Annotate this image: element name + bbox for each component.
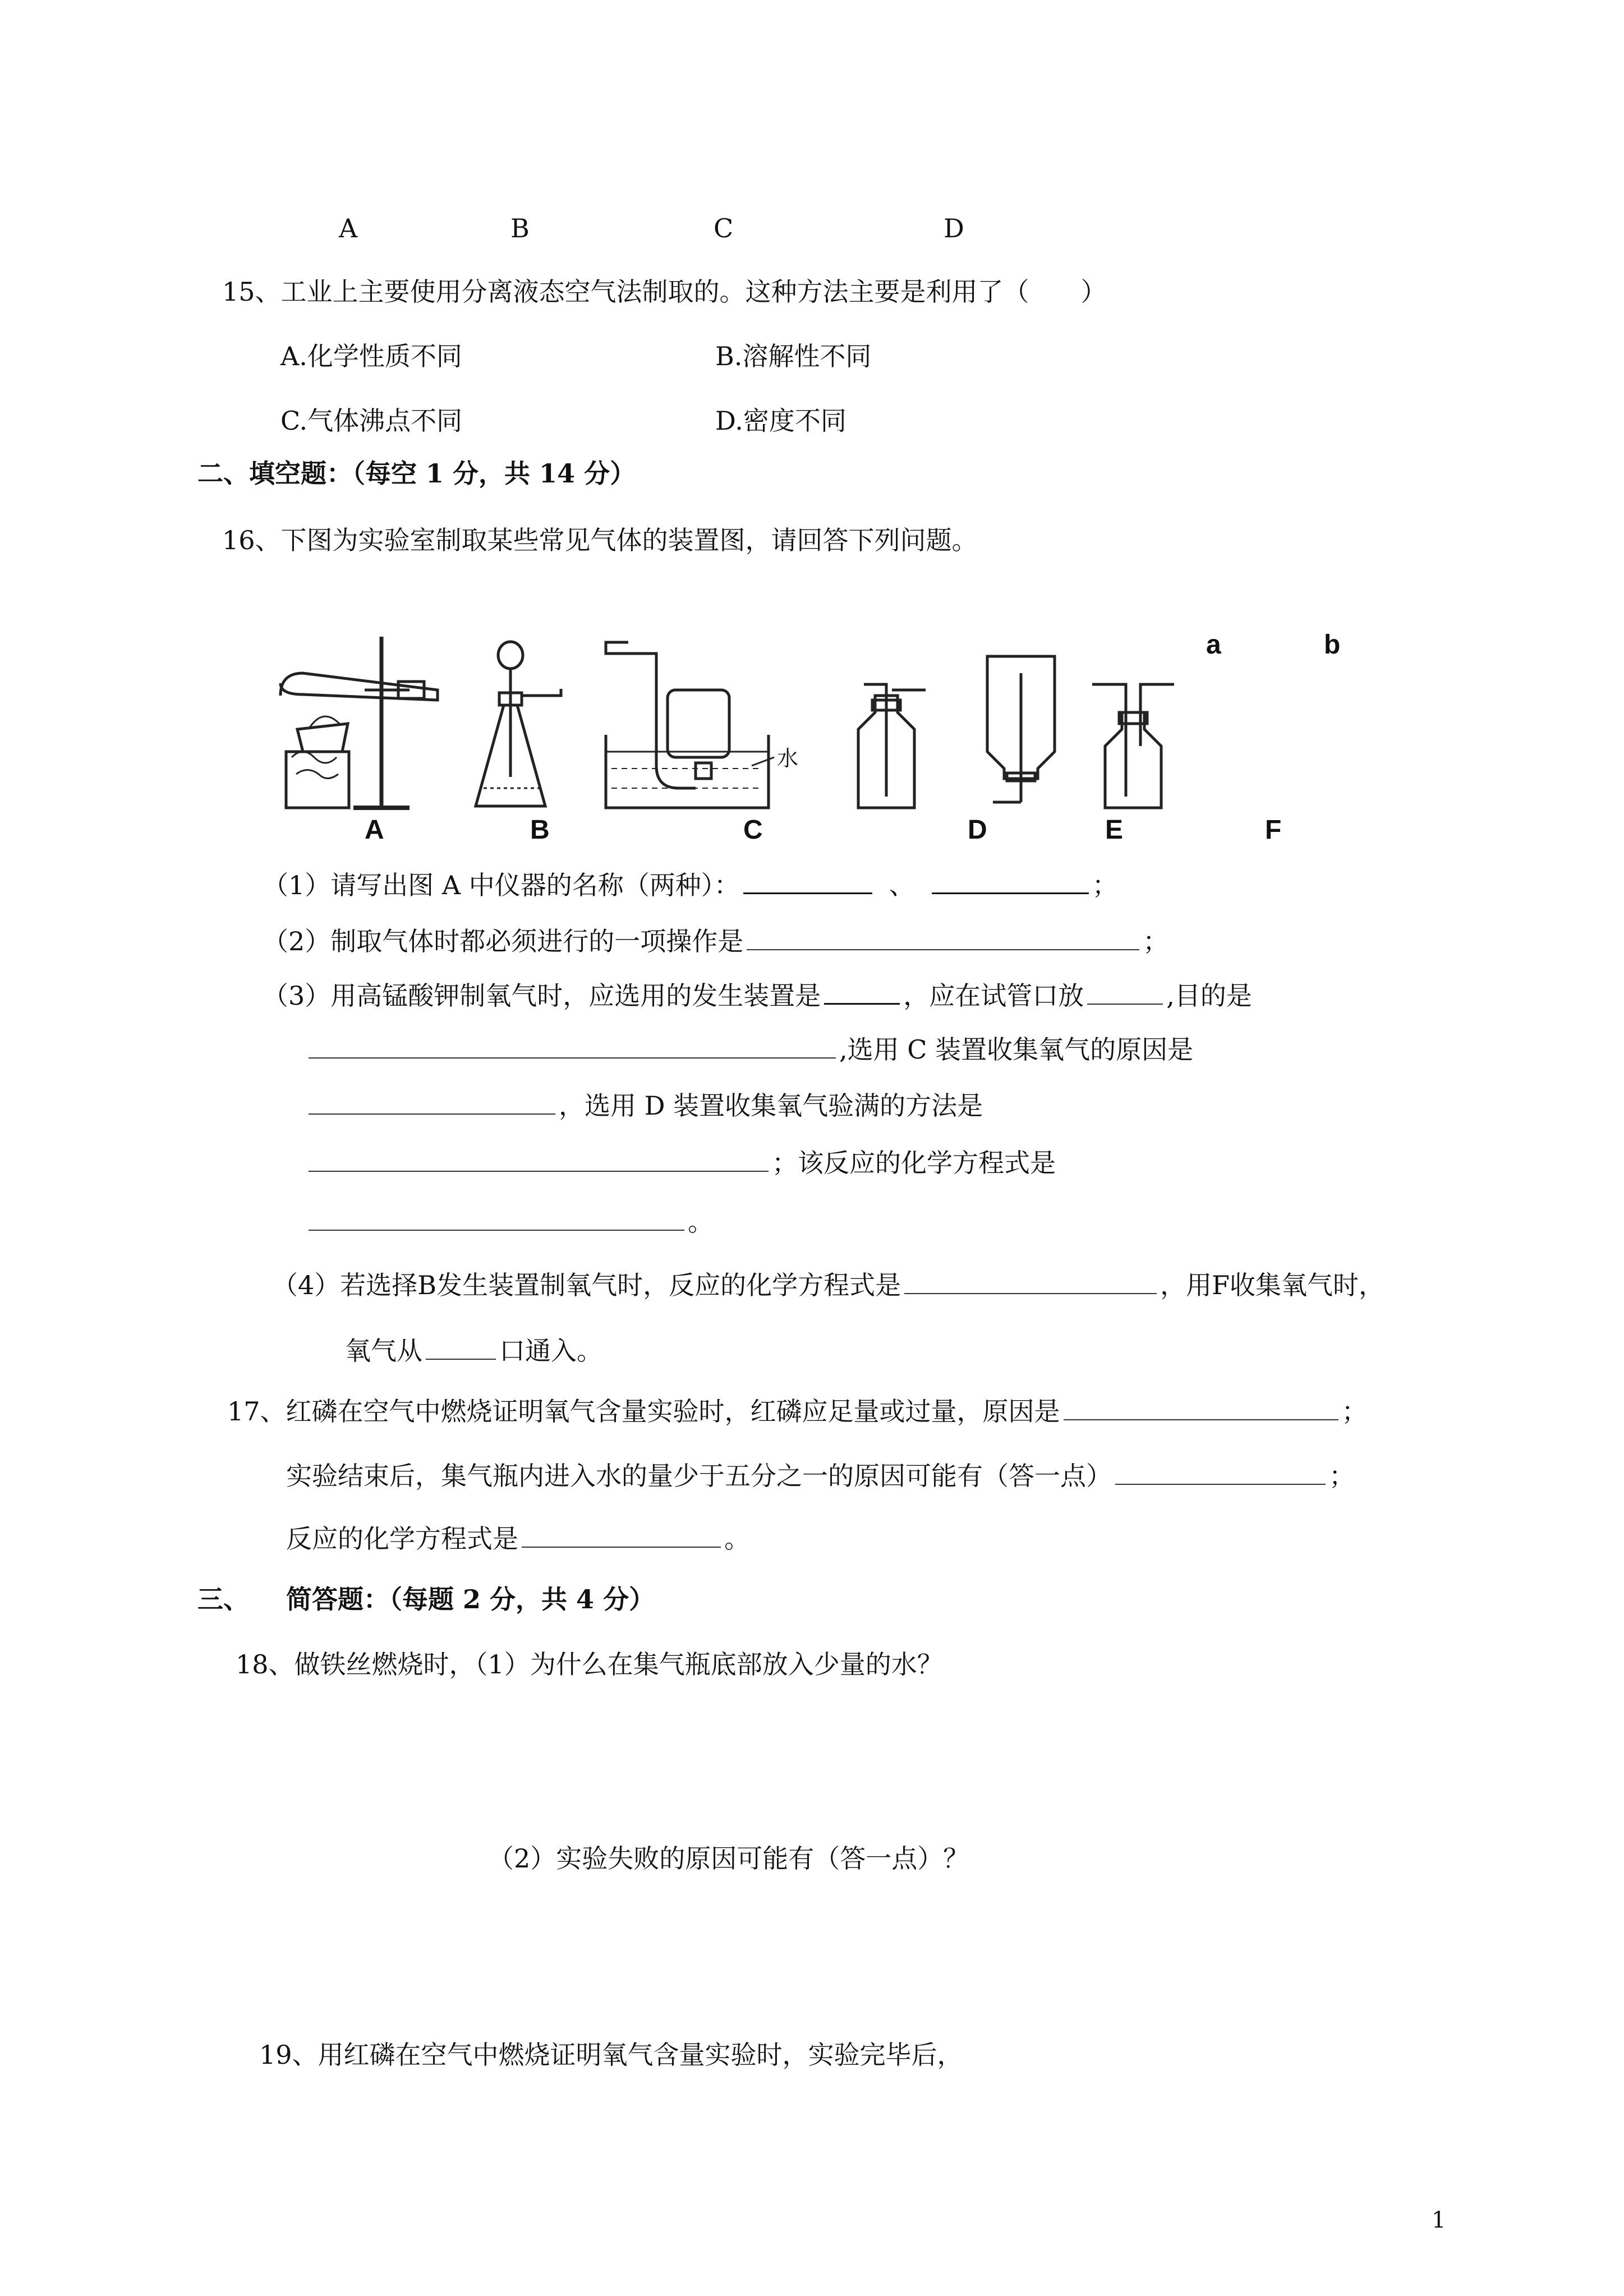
- figure-label-c: C: [743, 815, 763, 841]
- q15-option-d: D.密度不同: [715, 406, 846, 436]
- section-3-number: 三、: [197, 1584, 249, 1614]
- q16-stem: 16、下图为实验室制取某些常见气体的装置图，请回答下列问题。: [222, 525, 978, 555]
- q17-line2: 实验结束后，集气瓶内进入水的量少于五分之一的原因可能有（答一点） ；: [286, 1461, 1355, 1491]
- q16-part3-line4: ；该反应的化学方程式是: [309, 1150, 1056, 1176]
- section-3-title: 简答题：（每题 2 分，共 4 分）: [286, 1584, 655, 1614]
- q15-option-c: C.气体沸点不同: [280, 406, 463, 436]
- q17-line1: 17、红磷在空气中燃烧证明氧气含量实验时，红磷应足量或过量，原因是 ；: [227, 1396, 1368, 1427]
- q16-part4-line2: 氧气从 口通入。: [345, 1336, 602, 1366]
- figure-label-f: F: [1265, 815, 1282, 841]
- figure-label-b: B: [530, 815, 550, 841]
- q16-part2: （2）制取气体时都必须进行的一项操作是 ；: [263, 926, 1169, 956]
- q15-option-b: B.溶解性不同: [715, 341, 872, 371]
- q16-part1: （1）请写出图 A 中仪器的名称（两种）： 、 ；: [263, 870, 1118, 900]
- q18-line2: （2）实验失败的原因可能有（答一点）？: [488, 1843, 969, 1874]
- prev-option-c: C: [714, 213, 734, 243]
- figure-label-d: D: [968, 815, 987, 841]
- apparatus-d: [858, 684, 926, 808]
- q16-part4-line1: （4）若选择B发生装置制氧气时，反应的化学方程式是 ，用F收集氧气时，: [272, 1270, 1384, 1300]
- q16-part3-line2: ,选用 C 装置收集氧气的原因是: [309, 1037, 1193, 1062]
- port-label-a: a: [1206, 630, 1221, 660]
- water-label: 水: [777, 747, 799, 771]
- q17-line3: 反应的化学方程式是 。: [286, 1524, 750, 1554]
- q16-part3-line3: ，选用 D 装置收集氧气验满的方法是: [309, 1093, 983, 1119]
- q16-part3-line5: 。: [309, 1209, 714, 1235]
- figure-label-a: A: [365, 815, 384, 841]
- port-label-b: b: [1324, 630, 1341, 660]
- apparatus-e: [987, 656, 1055, 802]
- apparatus-b: [476, 642, 561, 806]
- prev-option-d: D: [944, 213, 964, 243]
- page-number: 1: [1432, 2207, 1446, 2233]
- apparatus-f: [1092, 684, 1174, 808]
- q16-part3-line1: （3）用高锰酸钾制氧气时，应选用的发生装置是 ，应在试管口放 ,目的是: [263, 981, 1252, 1011]
- apparatus-c: [606, 642, 774, 808]
- apparatus-figure: [269, 628, 1358, 841]
- q18-line1: 18、做铁丝燃烧时，（1）为什么在集气瓶底部放入少量的水？: [236, 1649, 943, 1680]
- q15-stem: 15、工业上主要使用分离液态空气法制取的。这种方法主要是利用了（ ）: [222, 277, 1107, 307]
- section-2-title: 二、填空题：（每空 1 分，共 14 分）: [197, 458, 636, 489]
- figure-label-e: E: [1105, 815, 1124, 841]
- prev-option-a: A: [339, 213, 358, 243]
- q15-option-a: A.化学性质不同: [280, 341, 462, 371]
- q19-line1: 19、用红磷在空气中燃烧证明氧气含量实验时，实验完毕后，: [259, 2040, 963, 2070]
- apparatus-a: [280, 637, 438, 808]
- prev-option-b: B: [510, 213, 530, 243]
